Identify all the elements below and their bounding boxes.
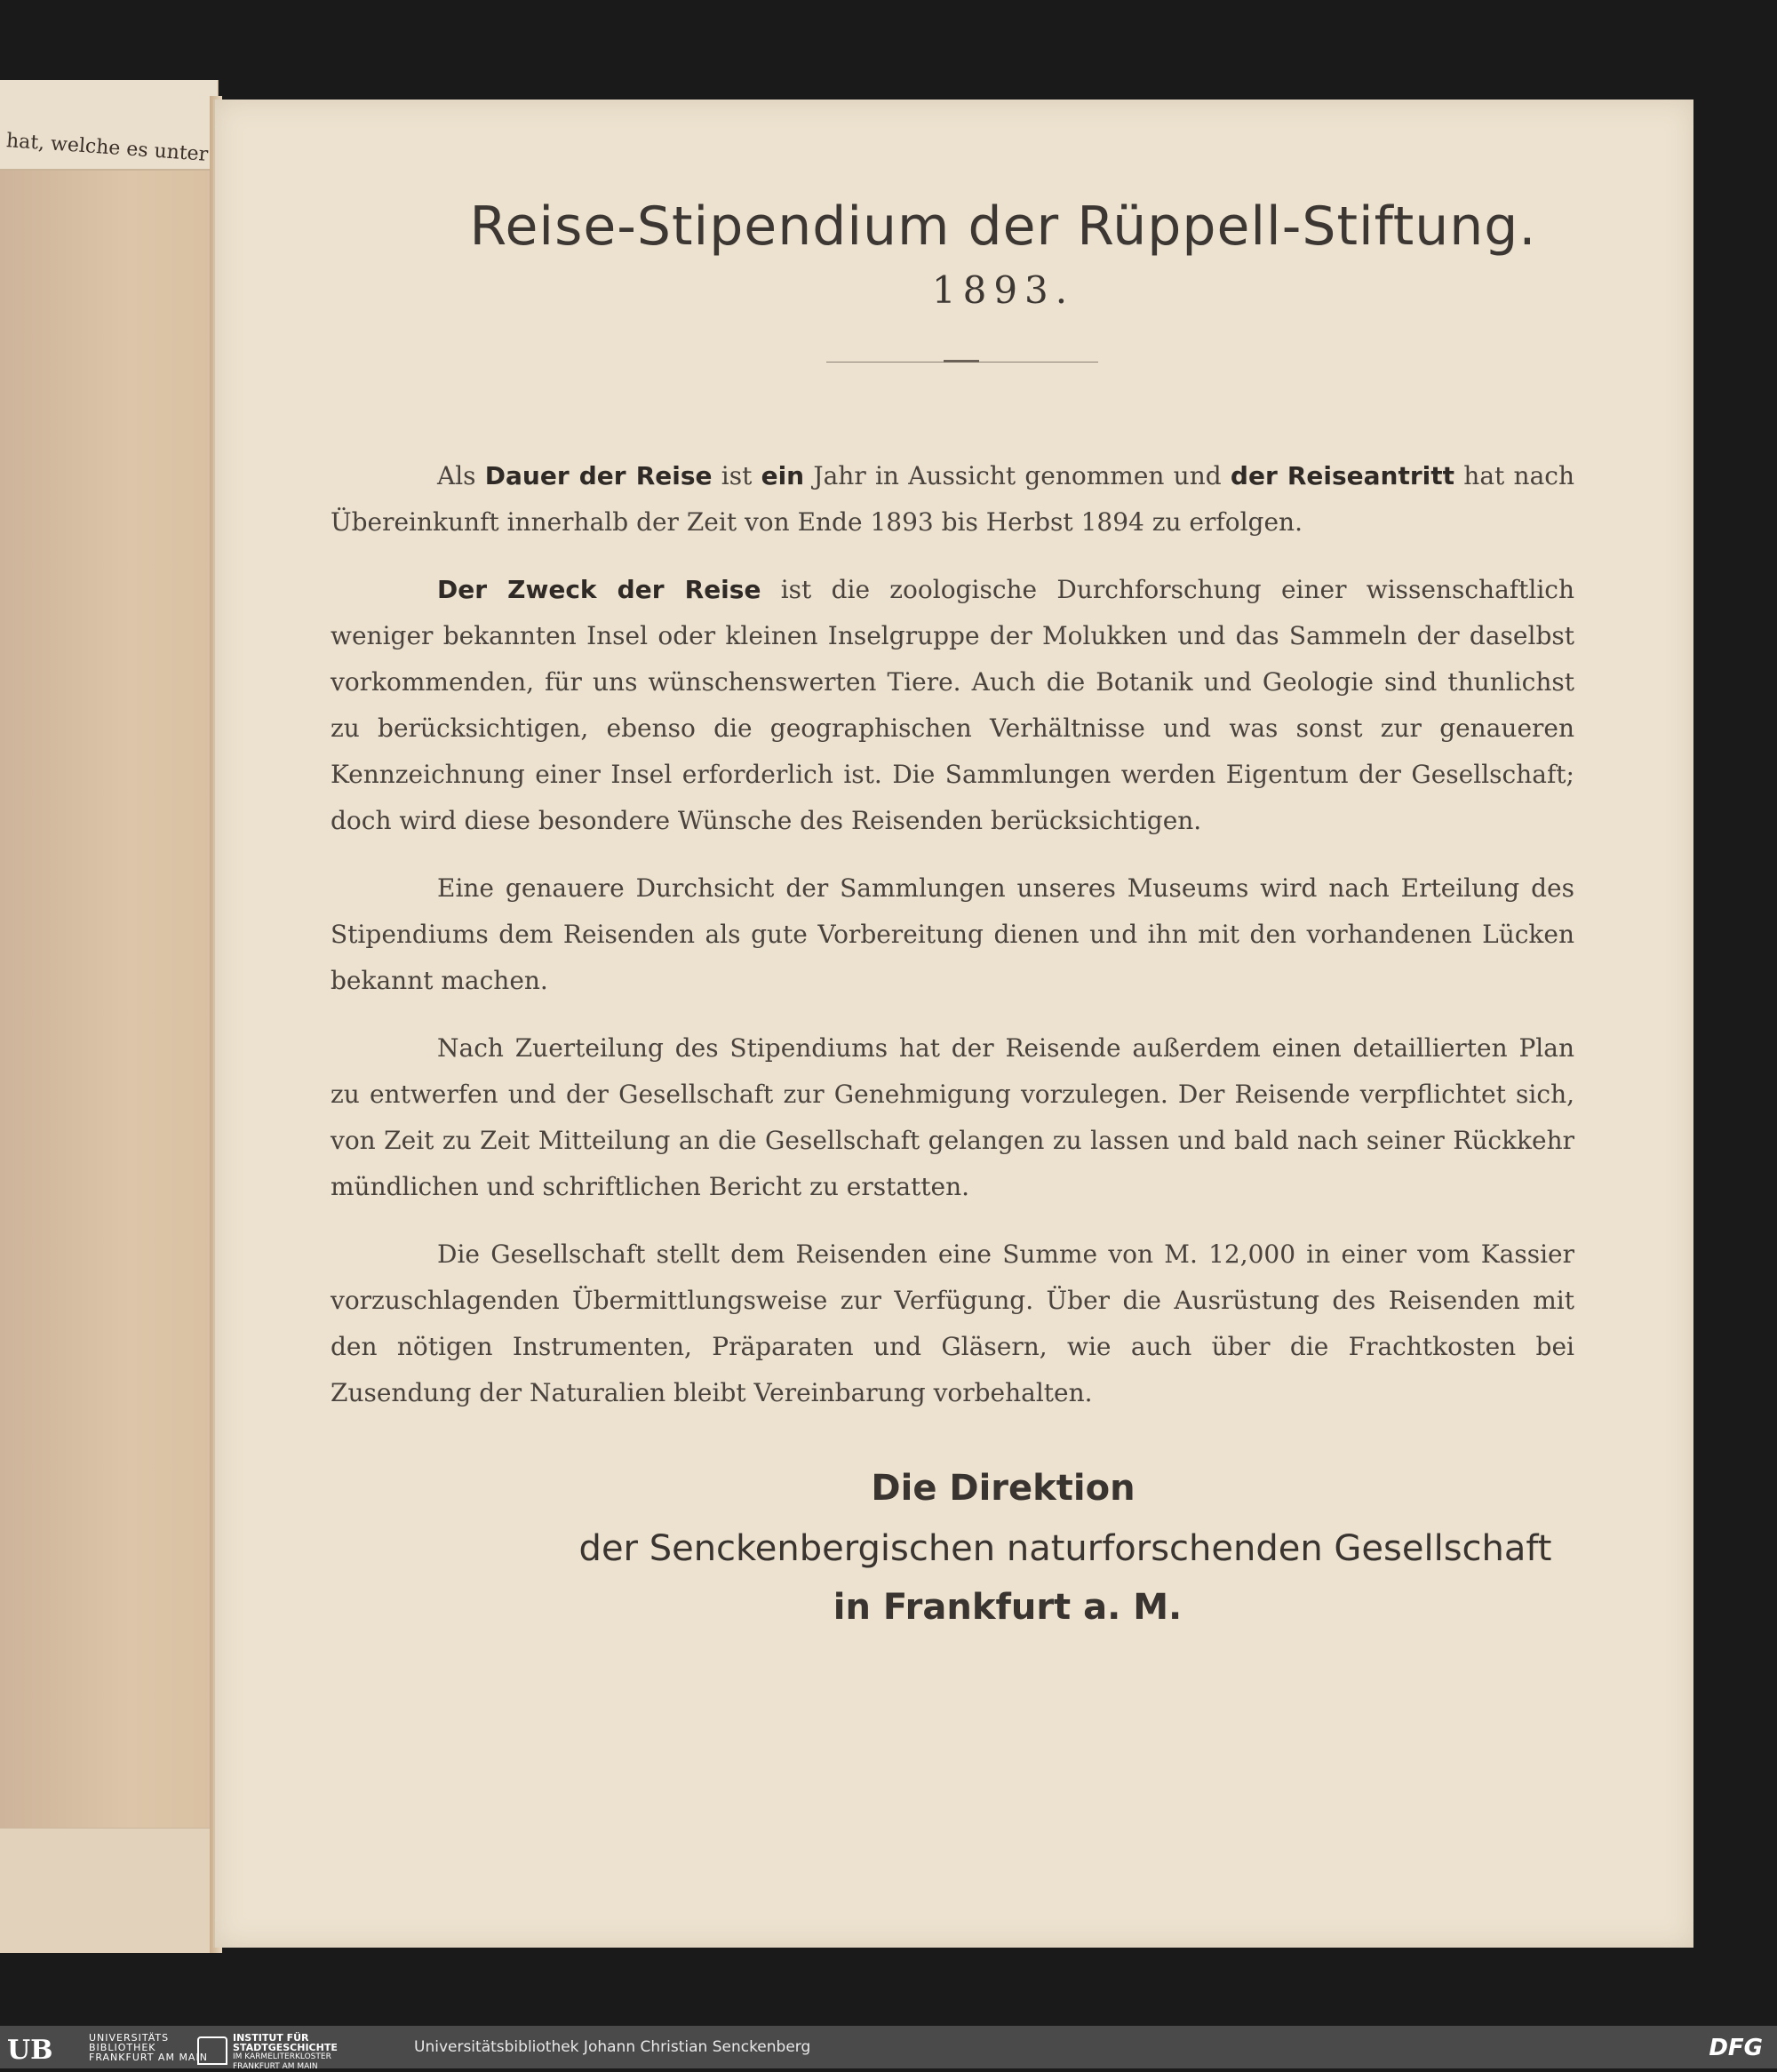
paragraph-2-bold: Der Zweck der Reise <box>437 575 761 604</box>
left-page <box>0 80 219 1953</box>
title-divider-ornament <box>944 360 979 363</box>
ub-logo-text <box>89 2033 208 2062</box>
paragraph-2 <box>331 567 1574 844</box>
paragraph-2-text: ist die zoologische Durchforschung einer wissenschaftlich weniger bekannten Insel oder kleinen Inselgruppe der Molukken und das Sammeln der daselbst vorkommenden, für uns wünschenswerten Tiere. Auch die Botanik und Geologie sind thunlichst zu berücksichtigen, ebenso die geographischen Verhältnisse und was sonst zur genaueren Kennzeichnung einer Insel erforderlich ist. Die Sammlungen werden Eigentum der Gesellschaft; doch wird diese besondere Wünsche des Reisenden berücksichtigen. <box>331 575 1575 835</box>
signature-line-3: in Frankfurt a. M. <box>833 1587 1183 1628</box>
paragraph-1-bold-b: ein <box>761 461 805 490</box>
signature-line-1: Die Direktion <box>871 1468 1136 1509</box>
page-year: 1893. <box>931 268 1075 312</box>
signature-block <box>215 1468 1693 1628</box>
footer-library-label: Universitätsbibliothek Johann Christian Senckenberg <box>414 2038 811 2056</box>
paragraph-1-text-c: Jahr in Aussicht genommen und <box>804 461 1231 490</box>
ub-line-3: FRANKFURT AM MAIN <box>89 2052 208 2063</box>
paragraph-1-text-a: Als <box>437 461 485 490</box>
paragraph-5: Die Gesellschaft stellt dem Reisenden eine Summe von M. 12,000 in einer vom Kassier vorzuschlagenden Übermittlungsweise zur Verfügung. Über die Ausrüstung des Reisenden mit den nötigen Instrumenten, Präparaten und Gläsern, wie auch über die Frachtkosten bei Zusendung der Naturalien bleibt Vereinbarung vorbehalten. <box>331 1239 1574 1407</box>
ub-line-2: BIBLIOTHEK <box>89 2042 156 2053</box>
inst-line-3: IM KARMELITERKLOSTER <box>233 2052 331 2061</box>
paragraph-1-text-d: hat nach Übereinkunft innerhalb der Zeit von Ende 1893 bis Herbst 1894 zu erfolgen. <box>331 461 1574 537</box>
paragraph-3: Eine genauere Durchsicht der Sammlungen unseres Museums wird nach Erteilung des Stipendiums dem Reisenden als gute Vorbereitung dienen und ihn mit den vorhandenen Lücken bekannt machen. <box>331 873 1574 995</box>
ub-logo: UB <box>7 2035 53 2066</box>
inst-line-2: STADTGESCHICHTE <box>233 2042 338 2053</box>
paragraph-1-text-b: ist <box>712 461 761 490</box>
body-text <box>331 453 1574 1438</box>
ub-line-1: UNIVERSITÄTS <box>89 2032 170 2044</box>
paragraph-1-bold-a: Dauer der Reise <box>484 461 713 490</box>
signature-line-2: der Senckenbergischen naturforschenden Gesellschaft <box>578 1528 1552 1569</box>
paragraph-1-bold-c: der Reiseantritt <box>1230 461 1455 490</box>
left-page-strip <box>0 80 218 171</box>
institute-arch-icon <box>197 2036 227 2065</box>
left-page-bottom <box>0 1828 218 1953</box>
inst-line-1: INSTITUT FÜR <box>233 2032 309 2044</box>
page-title: Reise-Stipendium der Rüppell-Stiftung. <box>469 195 1537 258</box>
paragraph-4: Nach Zuerteilung des Stipendiums hat der Reisende außerdem einen detaillierten Plan zu entwerfen und der Gesellschaft zur Genehmigung vorzulegen. Der Reisende verpflichtet sich, von Zeit zu Zeit Mitteilung an die Gesellschaft gelangen zu lassen und bald nach seiner Rückkehr mündlichen und schriftlichen Bericht zu erstatten. <box>331 1033 1574 1201</box>
main-page <box>213 100 1693 1948</box>
paragraph-1 <box>331 453 1574 546</box>
institute-logo-text <box>233 2033 338 2072</box>
dfg-logo: DFG <box>1709 2035 1763 2061</box>
left-page-snippet: hat, welche es unter <box>5 130 209 166</box>
inst-line-4: FRANKFURT AM MAIN <box>233 2062 318 2071</box>
footer-bar <box>0 2026 1777 2071</box>
